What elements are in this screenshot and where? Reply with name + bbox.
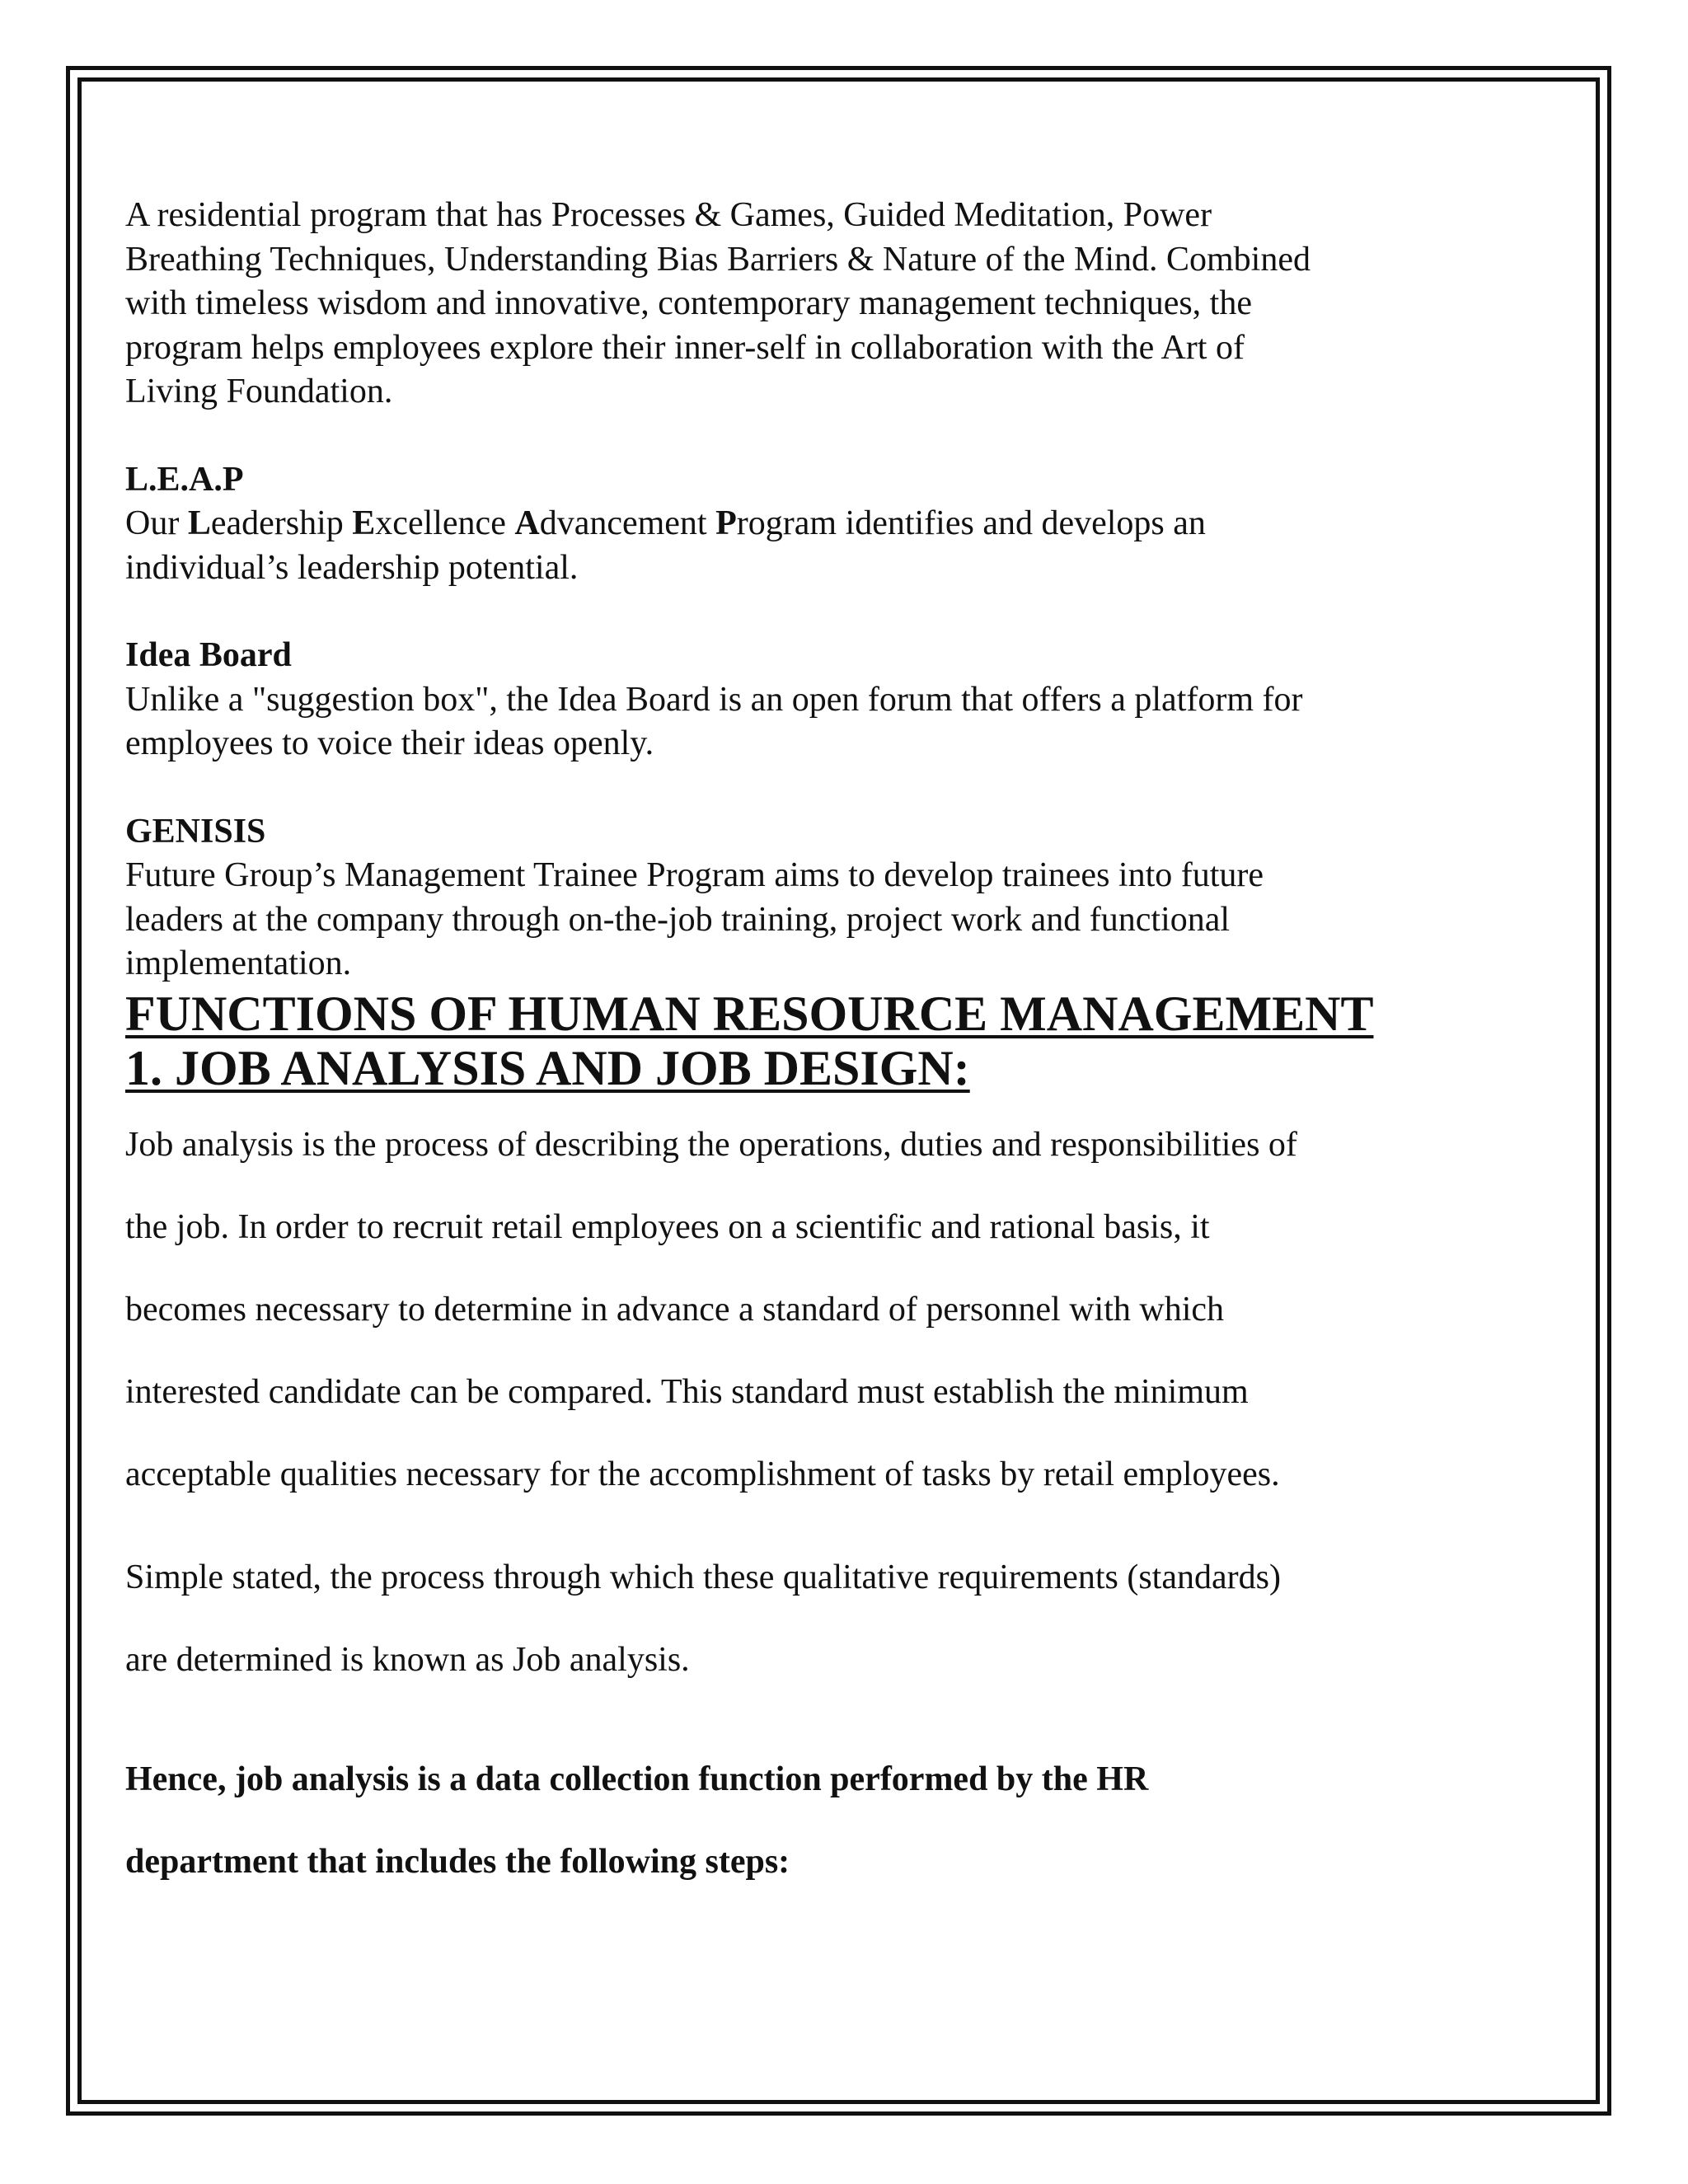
genisis-line: leaders at the company through on-the-job training, project work and functional <box>125 900 1231 939</box>
hence-paragraph <box>125 1738 1477 1903</box>
intro-line: Breathing Techniques, Understanding Bias Barriers & Nature of the Mind. Combined <box>125 240 1311 279</box>
leap-letter-l: L <box>187 504 211 542</box>
intro-line: A residential program that has Processes & Games, Guided Meditation, Power <box>125 196 1212 234</box>
leap-line <box>125 502 1477 546</box>
leap-text: Our <box>125 504 188 542</box>
job-analysis-line: Job analysis is the process of describing the operations, duties and responsibilities of <box>125 1125 1297 1164</box>
intro-line: Living Foundation. <box>125 373 393 410</box>
job-analysis-paragraph <box>125 1104 1477 1516</box>
genisis-heading: GENISIS <box>125 812 266 851</box>
idea-board-line: Unlike a "suggestion box", the Idea Board is an open forum that offers a platform for <box>125 680 1303 719</box>
hence-line: department that includes the following steps: <box>125 1842 790 1881</box>
simple-stated-line: are determined is known as Job analysis. <box>125 1640 690 1679</box>
job-analysis-line: the job. In order to recruit retail employees on a scientific and rational basis, it <box>125 1207 1210 1246</box>
leap-text: eadership <box>210 504 353 542</box>
leap-letter-a: A <box>514 504 540 542</box>
leap-heading: L.E.A.P <box>125 460 244 499</box>
idea-board-heading: Idea Board <box>125 636 292 674</box>
job-analysis-line: becomes necessary to determine in advance a standard of personnel with which <box>125 1290 1225 1329</box>
intro-line: with timeless wisdom and innovative, contemporary management techniques, the <box>125 284 1252 322</box>
sub-heading: 1. JOB ANALYSIS AND JOB DESIGN: <box>125 1040 970 1095</box>
simple-stated-paragraph <box>125 1536 1477 1701</box>
intro-line: program helps employees explore their inner-self in collaboration with the Art of <box>125 328 1245 367</box>
document-body <box>125 194 1477 1903</box>
leap-text: xcellence <box>375 504 515 542</box>
idea-board-line: employees to voice their ideas openly. <box>125 724 654 762</box>
simple-stated-line: Simple stated, the process through which these qualitative requirements (standards) <box>125 1558 1281 1596</box>
leap-letter-e: E <box>352 504 376 542</box>
genisis-line: Future Group’s Management Trainee Program aims to develop trainees into future <box>125 856 1264 894</box>
leap-text: dvancement <box>539 504 716 542</box>
leap-line: individual’s leadership potential. <box>125 548 579 587</box>
hence-line: Hence, job analysis is a data collection function performed by the HR <box>125 1760 1149 1798</box>
main-heading: FUNCTIONS OF HUMAN RESOURCE MANAGEMENT <box>125 986 1374 1041</box>
idea-board-section <box>125 634 1477 766</box>
genisis-line: implementation. <box>125 944 352 982</box>
leap-section <box>125 458 1477 591</box>
leap-text: rogram identifies and develops an <box>736 504 1206 542</box>
intro-paragraph <box>125 194 1477 415</box>
job-analysis-line: acceptable qualities necessary for the accomplishment of tasks by retail employees. <box>125 1455 1280 1493</box>
leap-letter-p: P <box>715 504 737 542</box>
genisis-section <box>125 810 1477 987</box>
job-analysis-line: interested candidate can be compared. This standard must establish the minimum <box>125 1372 1249 1411</box>
